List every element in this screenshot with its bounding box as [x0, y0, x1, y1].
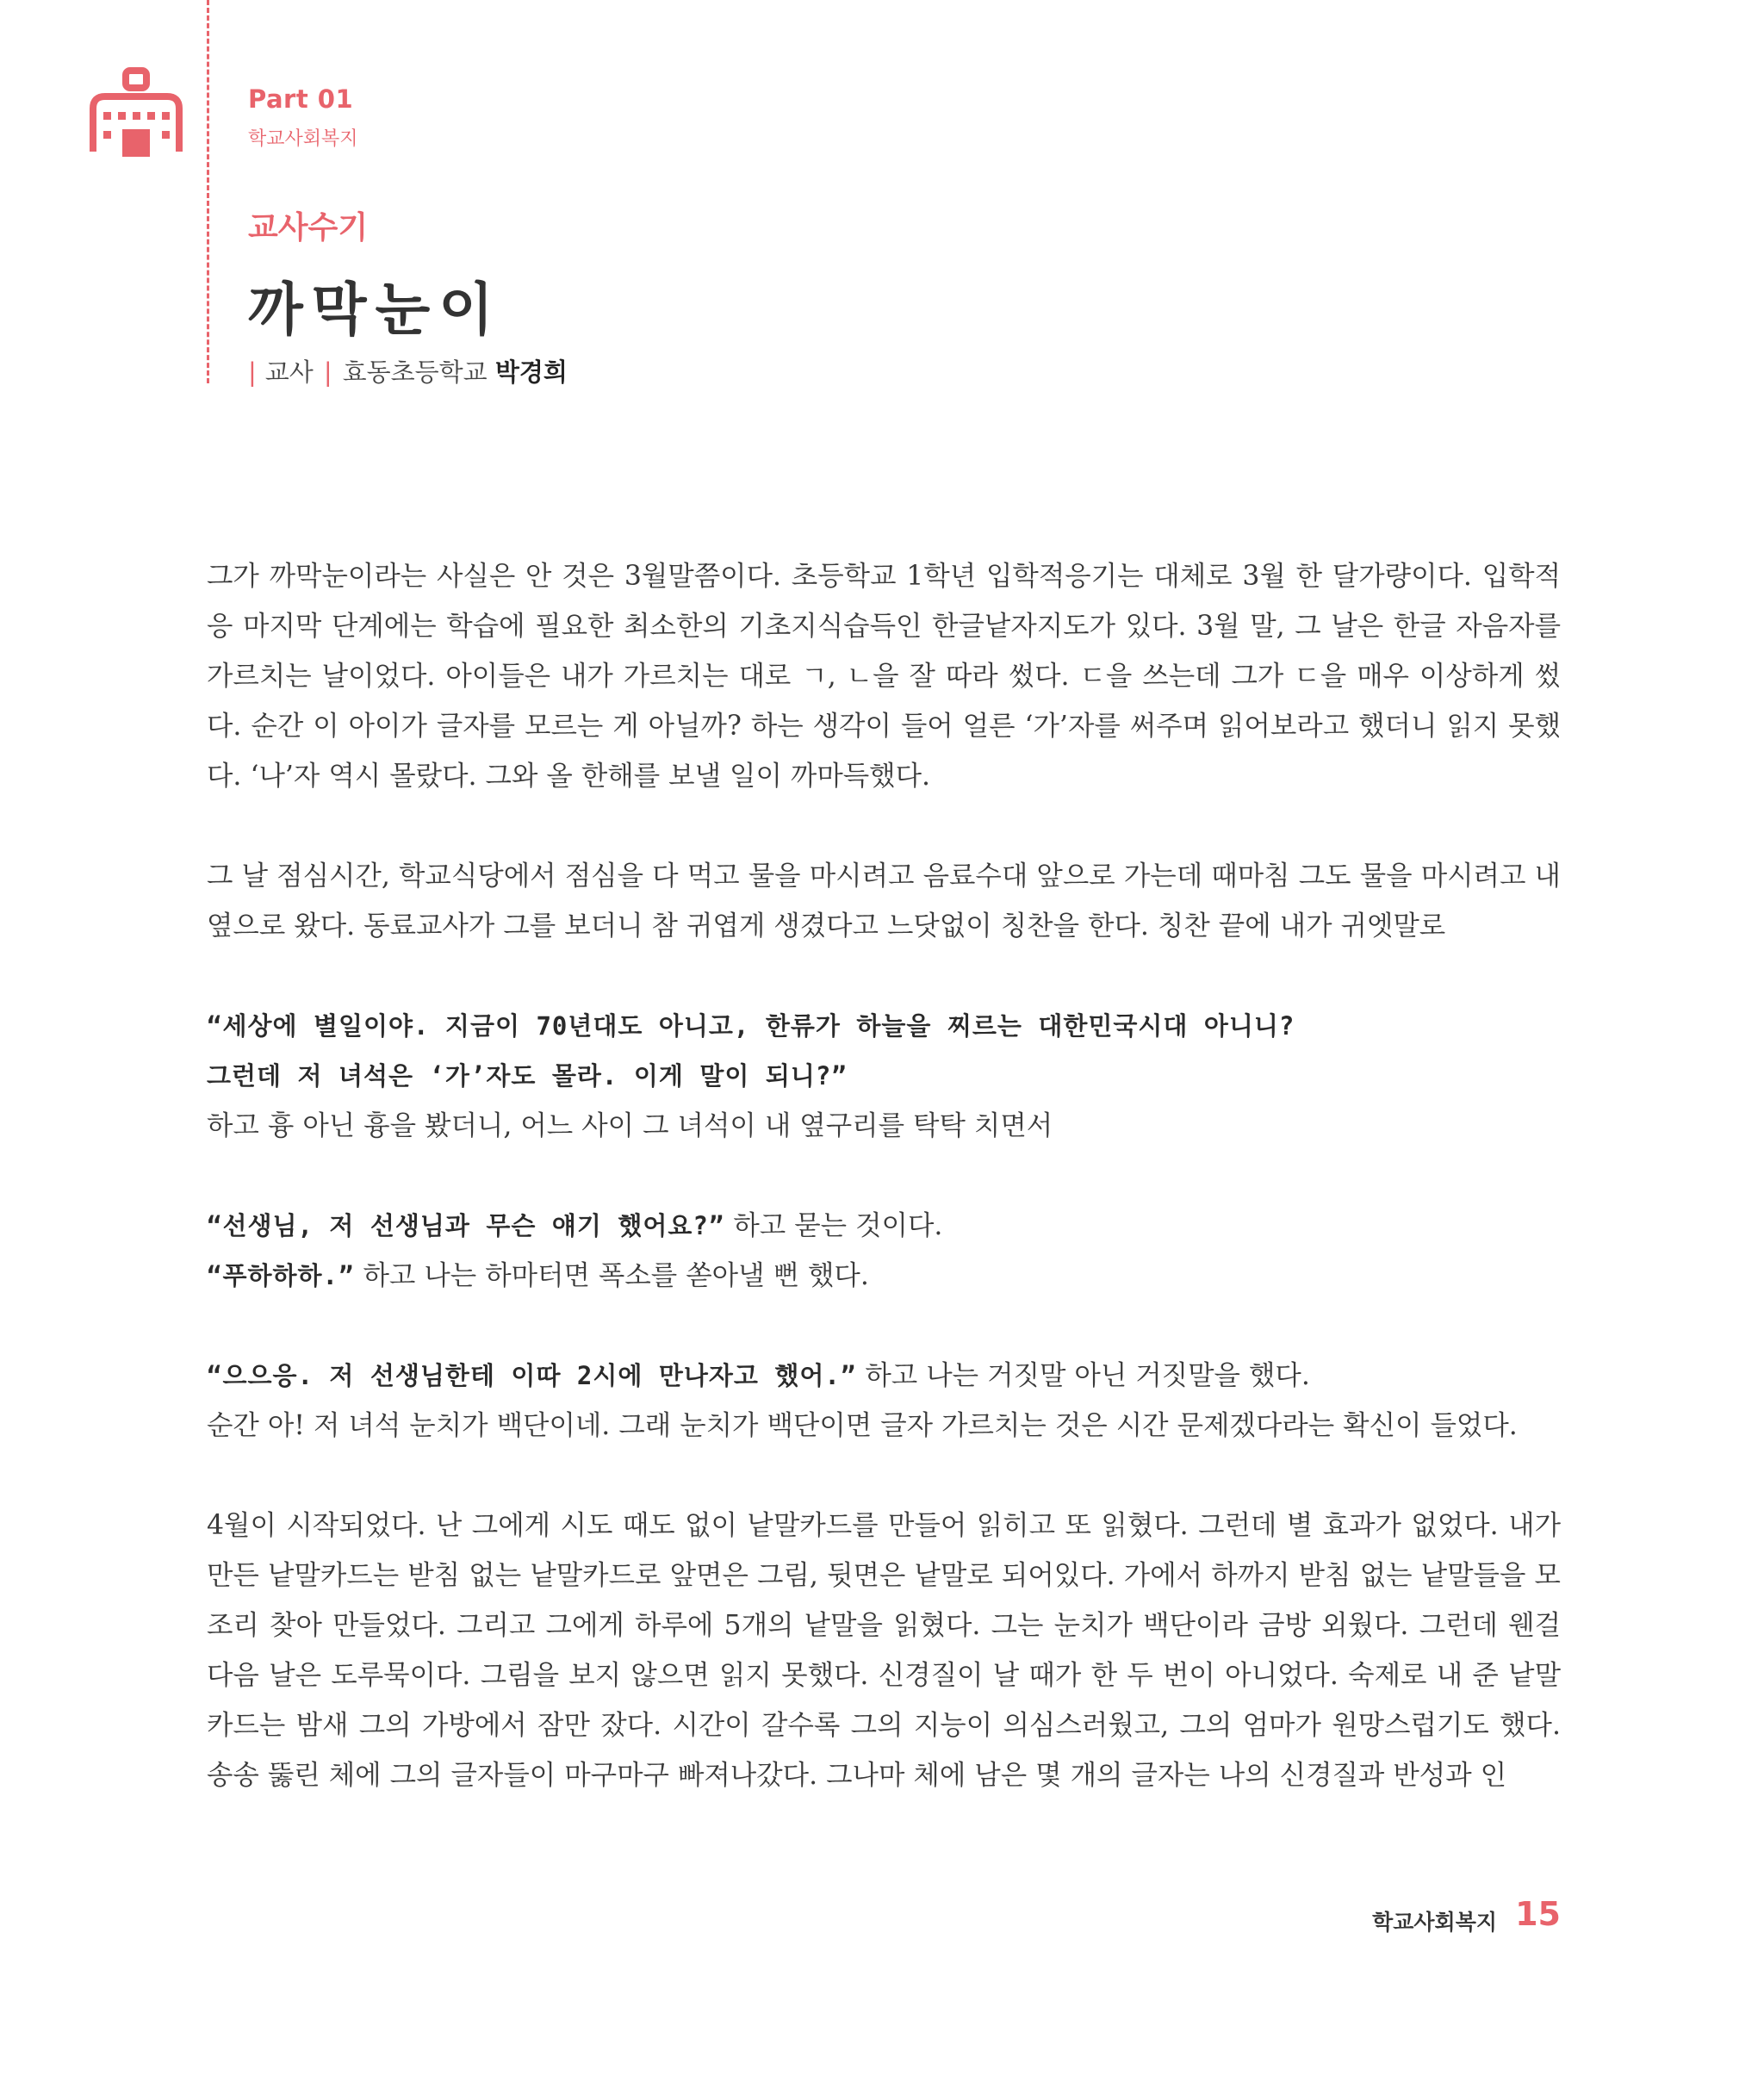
byline-author: 박경희: [494, 357, 568, 387]
body-paragraph-1: 그가 까막눈이라는 사실은 안 것은 3월말쯤이다. 초등학교 1학년 입학적응기는 대체로 3월 한 달가량이다. 입학적응 마지막 단계에는 학습에 필요한 최소한의 기초지식습득인 한글낱자지도가 있다. 3월 말, 그 날은 한글 자음자를 가르치는 날이었다. 아이들은 내가 가르치는 대로 ㄱ, ㄴ을 잘 따라 썼다. ㄷ을 쓰는데 그가 ㄷ을 매우 이상하게 썼다. 순간 이 아이가 글자를 모르는 게 아닐까? 하는 생각이 들어 얼른 ‘가’자를 써주며 읽어보라고 했더니 읽지 못했다. ‘나’자 역시 몰랐다. 그와 올 한해를 보낼 일이 까마득했다.: [207, 561, 1561, 792]
part-subtitle: 학교사회복지: [248, 128, 358, 150]
school-building-icon: [90, 65, 183, 157]
vertical-dashed-rule: [207, 0, 209, 383]
dialogue-line: [207, 1201, 1561, 1251]
article-title: 까막눈이: [248, 277, 503, 343]
dialogue-line: [207, 1251, 1561, 1301]
byline: [248, 353, 568, 388]
byline-role: 교사: [264, 357, 314, 387]
dialogue-block-1: [207, 1001, 1561, 1151]
narration-text: 하고 묻는 것이다.: [724, 1210, 943, 1241]
narration-line: 순간 아! 저 녀석 눈치가 백단이네. 그래 눈치가 백단이면 글자 가르치는 것은 시간 문제겠다라는 확신이 들었다.: [207, 1410, 1518, 1441]
footer-label: 학교사회복지: [1372, 1910, 1497, 1935]
byline-school: 효동초등학교: [342, 357, 488, 387]
byline-divider: |: [323, 357, 332, 387]
narration-line: 하고 흉 아닌 흉을 봤더니, 어느 사이 그 녀석이 내 옆구리를 탁탁 치면서: [207, 1110, 1053, 1141]
handwritten-quote: “세상에 별일이야. 지금이 70년대도 아니고, 한류가 하늘을 찌르는 대한민국시대 아니니?: [207, 1011, 1295, 1041]
handwritten-quote: “으으응. 저 선생님한테 이따 2시에 만나자고 했어.”: [207, 1361, 857, 1390]
handwritten-quote: 그런데 저 녀석은 ‘가’자도 몰라. 이게 말이 되니?”: [207, 1061, 848, 1091]
dialogue-line: [207, 1351, 1561, 1401]
narration-text: 하고 나는 하마터면 폭소를 쏟아낼 뻔 했다.: [354, 1260, 869, 1291]
handwritten-quote: “선생님, 저 선생님과 무슨 얘기 했어요?”: [207, 1211, 725, 1240]
dialogue-block-2: [207, 1201, 1561, 1301]
page-number: 15: [1515, 1895, 1561, 1933]
article-category: 교사수기: [248, 210, 369, 245]
byline-divider: |: [248, 357, 257, 387]
body-paragraph-2: 그 날 점심시간, 학교식당에서 점심을 다 먹고 물을 마시려고 음료수대 앞으로 가는데 때마침 그도 물을 마시려고 내 옆으로 왔다. 동료교사가 그를 보더니 참 귀엽게 생겼다고 느닷없이 칭찬을 한다. 칭찬 끝에 내가 귀엣말로: [207, 861, 1561, 942]
article-body: [207, 551, 1561, 1850]
narration-text: 하고 나는 거짓말 아닌 거짓말을 했다.: [856, 1360, 1310, 1391]
handwritten-quote: “푸하하하.”: [207, 1261, 355, 1290]
dialogue-block-3: [207, 1351, 1561, 1451]
body-paragraph-3: 4월이 시작되었다. 난 그에게 시도 때도 없이 낱말카드를 만들어 읽히고 또 읽혔다. 그런데 별 효과가 없었다. 내가 만든 낱말카드는 받침 없는 낱말카드로 앞면은 그림, 뒷면은 낱말로 되어있다. 가에서 하까지 받침 없는 낱말들을 모조리 찾아 만들었다. 그리고 그에게 하루에 5개의 낱말을 읽혔다. 그는 눈치가 백단이라 금방 외웠다. 그런데 웬걸 다음 날은 도루묵이다. 그림을 보지 않으면 읽지 못했다. 신경질이 날 때가 한 두 번이 아니었다. 숙제로 내 준 낱말카드는 밤새 그의 가방에서 잠만 잤다. 시간이 갈수록 그의 지능이 의심스러웠고, 그의 엄마가 원망스럽기도 했다. 송송 뚫린 체에 그의 글자들이 마구마구 빠져나갔다. 그나마 체에 남은 몇 개의 글자는 나의 신경질과 반성과 인: [207, 1510, 1561, 1791]
part-label: Part 01: [248, 84, 354, 114]
